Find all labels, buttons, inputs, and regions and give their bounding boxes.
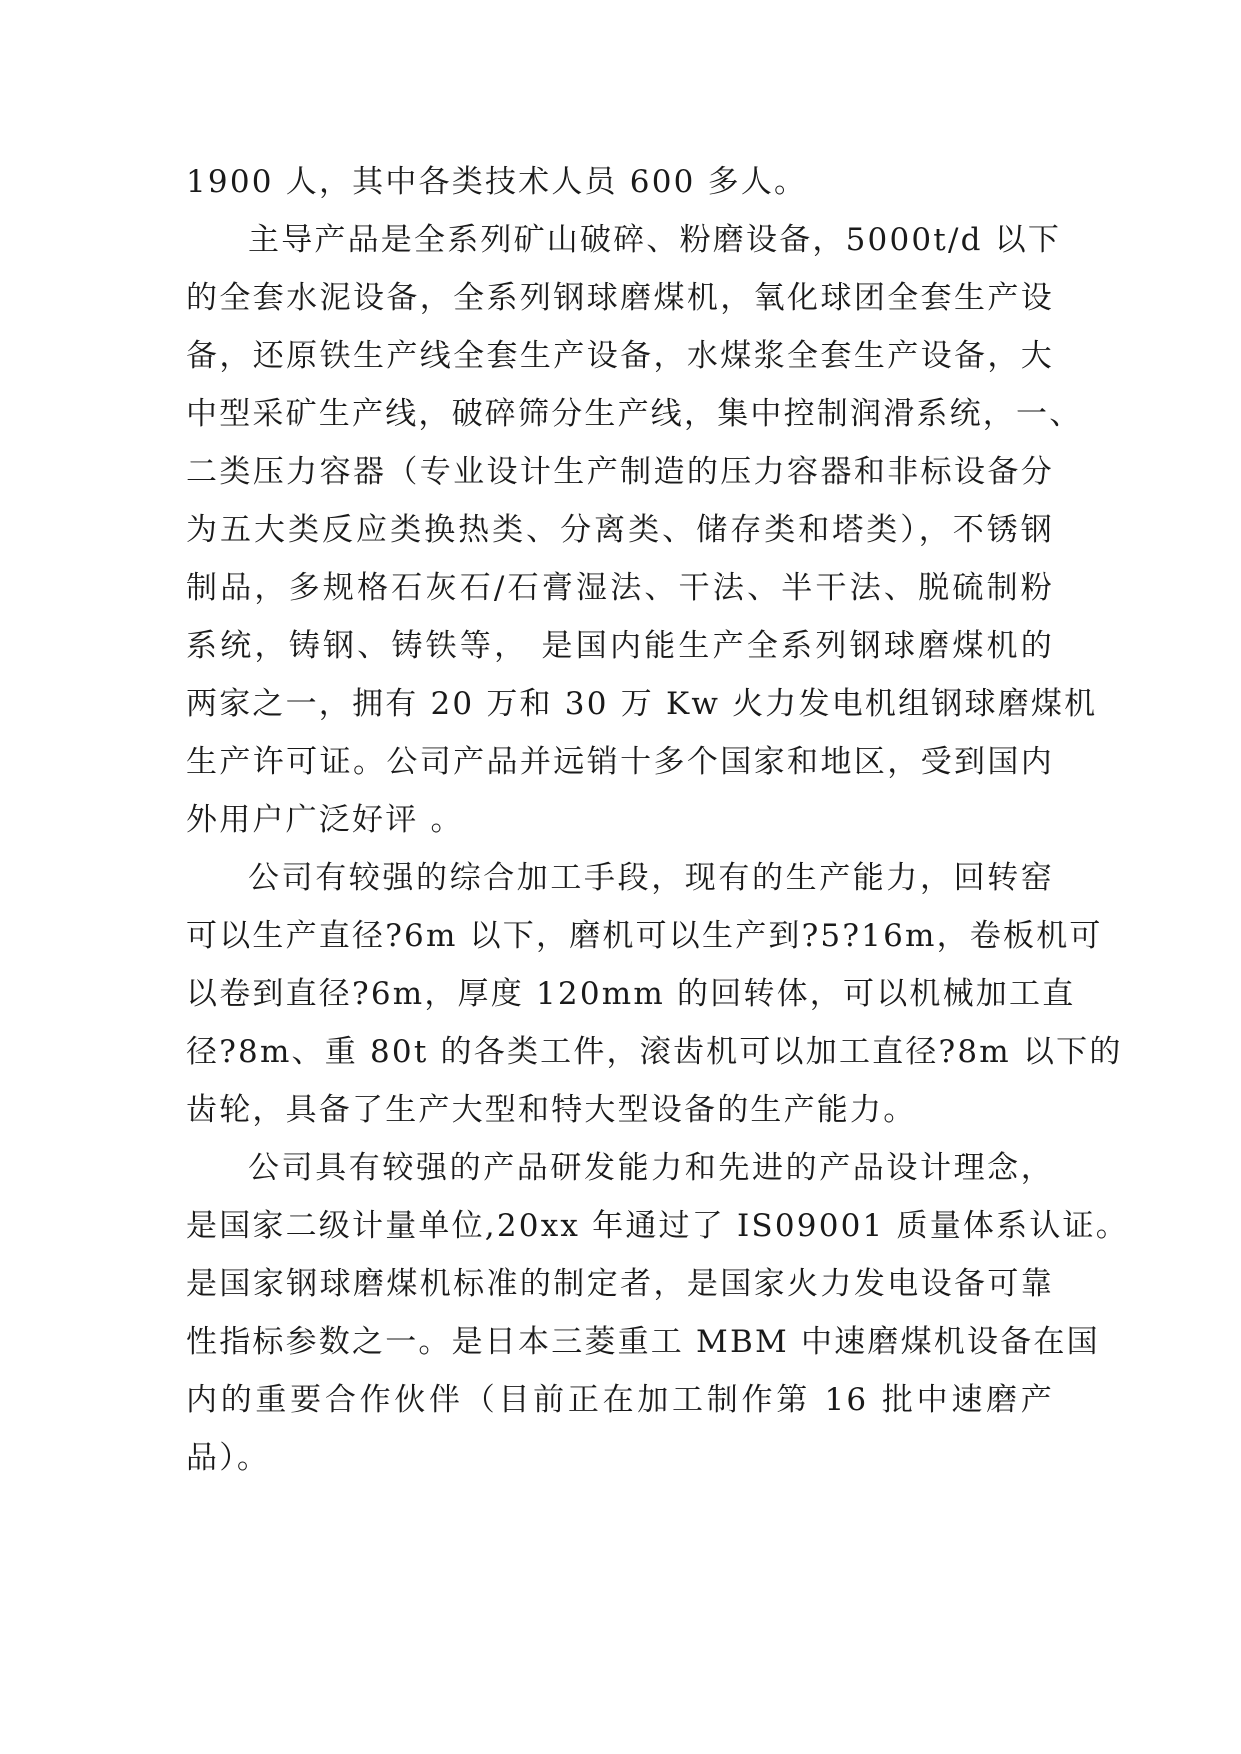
text-line: 齿轮，具备了生产大型和特大型设备的生产能力。 [186, 1092, 917, 1128]
text-line: 二类压力容器（专业设计生产制造的压力容器和非标设备分 [186, 454, 1054, 490]
text-line: 系统，铸钢、铸铁等， 是国内能生产全系列钢球磨煤机的 [186, 628, 1054, 664]
text-line: 1900 人，其中各类技术人员 600 多人。 [186, 164, 808, 200]
document-body [186, 153, 1129, 1487]
text-line: 是国家钢球磨煤机标准的制定者，是国家火力发电设备可靠 [186, 1266, 1054, 1302]
text-line: 两家之一，拥有 20 万和 30 万 Kw 火力发电机组钢球磨煤机 [186, 686, 1098, 722]
text-line: 外用户广泛好评 。 [186, 802, 464, 838]
text-line: 内的重要合作伙伴（目前正在加工制作第 16 批中速磨产 [186, 1382, 1054, 1418]
text-line: 生产许可证。公司产品并远销十多个国家和地区，受到国内 [186, 744, 1054, 780]
text-line: 中型采矿生产线，破碎筛分生产线，集中控制润滑系统，一、 [186, 396, 1083, 432]
text-line: 径?8m、重 80t 的各类工件，滚齿机可以加工直径?8m 以下的 [186, 1034, 1123, 1070]
text-line: 制品，多规格石灰石/石膏湿法、干法、半干法、脱硫制粉 [186, 570, 1054, 606]
text-line: 品）。 [186, 1440, 271, 1476]
text-line: 可以生产直径?6m 以下，磨机可以生产到?5?16m，卷板机可 [186, 918, 1103, 954]
text-line: 主导产品是全系列矿山破碎、粉磨设备，5000t/d 以下 [248, 222, 1062, 258]
text-line: 为五大类反应类换热类、分离类、储存类和塔类），不锈钢 [186, 512, 1054, 548]
text-line: 的全套水泥设备，全系列钢球磨煤机，氧化球团全套生产设 [186, 280, 1054, 316]
text-line: 性指标参数之一。是日本三菱重工 MBM 中速磨煤机设备在国 [186, 1324, 1100, 1360]
text-line: 公司具有较强的产品研发能力和先进的产品设计理念， [248, 1150, 1054, 1186]
text-line: 是国家二级计量单位,20xx 年通过了 IS09001 质量体系认证。 [186, 1208, 1129, 1244]
text-line: 备，还原铁生产线全套生产设备，水煤浆全套生产设备，大 [186, 338, 1054, 374]
text-line: 以卷到直径?6m，厚度 120mm 的回转体，可以机械加工直 [186, 976, 1076, 1012]
text-line: 公司有较强的综合加工手段，现有的生产能力，回转窑 [248, 860, 1054, 896]
